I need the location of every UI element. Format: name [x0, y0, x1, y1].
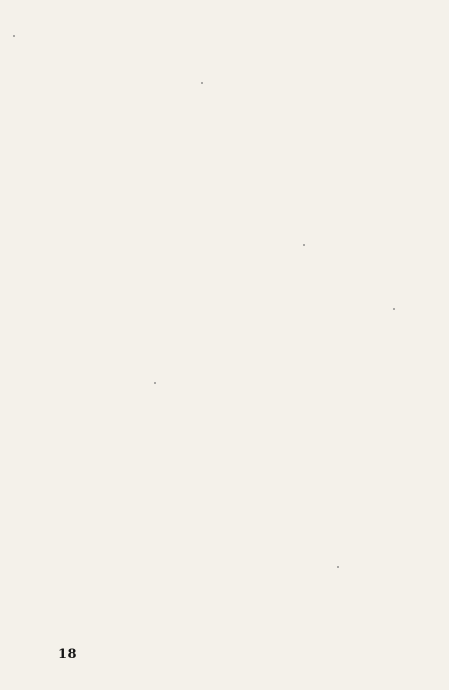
page-number: 18 — [58, 647, 78, 662]
print-speck — [201, 82, 203, 84]
print-speck — [154, 382, 156, 384]
print-speck — [13, 35, 15, 37]
print-speck — [303, 244, 305, 246]
print-speck — [337, 566, 339, 568]
print-speck — [393, 308, 395, 310]
